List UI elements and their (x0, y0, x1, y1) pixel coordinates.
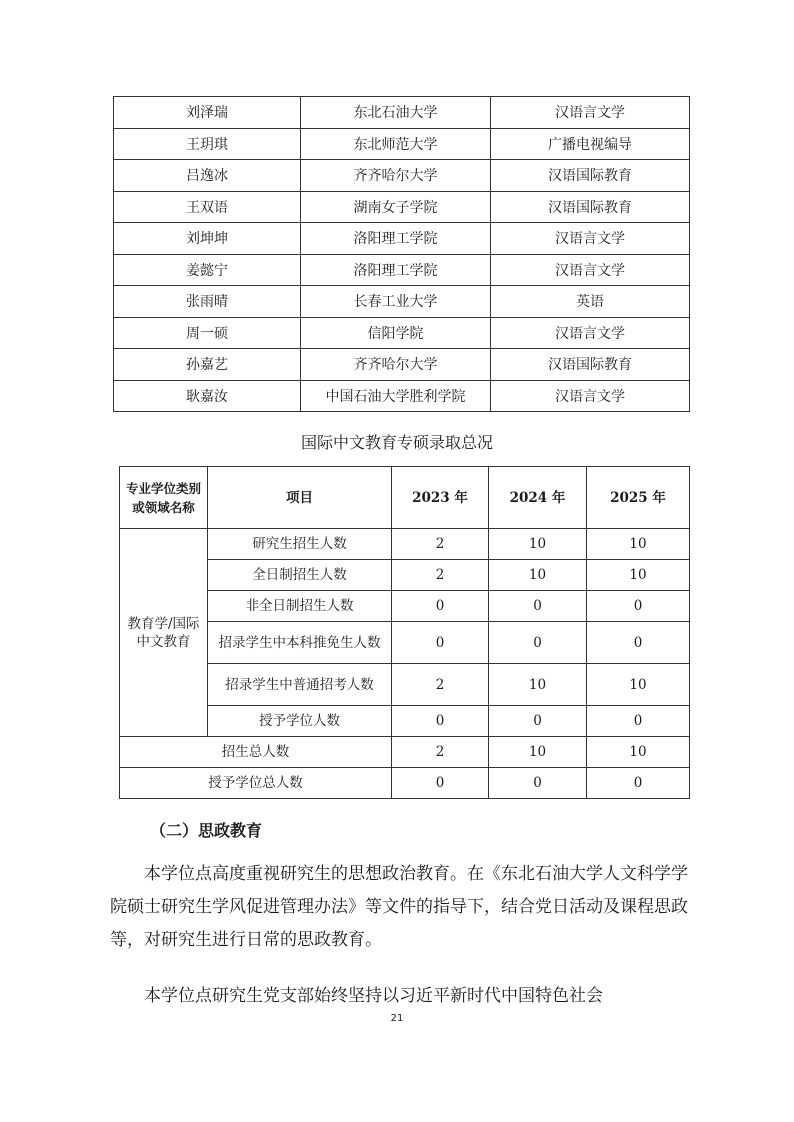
value-2025: 0 (587, 706, 690, 737)
body-paragraph: 本学位点高度重视研究生的思想政治教育。在《东北石油大学人文科学学院硕士研究生学风促进管理办法》等文件的指导下，结合党日活动及课程思政等，对研究生进行日常的思政教育。 (110, 864, 688, 950)
header-category: 专业学位类别或领域名称 (120, 467, 208, 529)
admission-table (119, 466, 690, 799)
table-row (120, 529, 690, 560)
value-2023: 2 (392, 529, 489, 560)
value-2025: 0 (587, 591, 690, 622)
item-cell: 授予学位人数 (208, 706, 392, 737)
value-2023: 0 (392, 622, 489, 664)
student-school: 洛阳理工学院 (301, 254, 491, 286)
value-2024: 10 (489, 529, 587, 560)
student-major: 广播电视编导 (491, 128, 690, 160)
student-school: 湖南女子学院 (301, 191, 491, 223)
student-name: 刘泽瑞 (114, 97, 301, 129)
student-school: 长春工业大学 (301, 286, 491, 318)
table-row (114, 349, 690, 381)
header-2025: 2025 年 (587, 467, 690, 529)
student-major: 汉语言文学 (491, 380, 690, 412)
table-row (114, 97, 690, 129)
student-major: 汉语国际教育 (491, 191, 690, 223)
total-item-cell: 授予学位总人数 (120, 768, 392, 799)
student-major: 汉语言文学 (491, 223, 690, 255)
value-2025: 10 (587, 560, 690, 591)
value-2024: 10 (489, 737, 587, 768)
value-2025: 0 (587, 622, 690, 664)
student-name: 王玥琪 (114, 128, 301, 160)
student-major: 汉语言文学 (491, 97, 690, 129)
student-name: 姜懿宁 (114, 254, 301, 286)
student-school: 中国石油大学胜利学院 (301, 380, 491, 412)
student-school: 东北石油大学 (301, 97, 491, 129)
item-cell: 非全日制招生人数 (208, 591, 392, 622)
page-number: 21 (390, 1013, 404, 1024)
table-row (114, 380, 690, 412)
item-cell: 全日制招生人数 (208, 560, 392, 591)
header-2024: 2024 年 (489, 467, 587, 529)
value-2023: 2 (392, 664, 489, 706)
table-row (114, 254, 690, 286)
student-major: 汉语言文学 (491, 254, 690, 286)
student-school: 信阳学院 (301, 317, 491, 349)
value-2024: 10 (489, 664, 587, 706)
table-row (114, 128, 690, 160)
value-2025: 10 (587, 664, 690, 706)
table-row (114, 317, 690, 349)
student-name: 周一硕 (114, 317, 301, 349)
total-item-cell: 招生总人数 (120, 737, 392, 768)
student-major: 英语 (491, 286, 690, 318)
student-school: 洛阳理工学院 (301, 223, 491, 255)
value-2024: 10 (489, 560, 587, 591)
value-2023: 2 (392, 560, 489, 591)
student-name: 张雨晴 (114, 286, 301, 318)
body-paragraph: 本学位点研究生党支部始终坚持以习近平新时代中国特色社会 (144, 986, 603, 1006)
student-major: 汉语国际教育 (491, 160, 690, 192)
student-school: 齐齐哈尔大学 (301, 349, 491, 381)
student-major: 汉语言文学 (491, 317, 690, 349)
student-school: 东北师范大学 (301, 128, 491, 160)
student-name: 吕逸冰 (114, 160, 301, 192)
table-row (120, 768, 690, 799)
student-major: 汉语国际教育 (491, 349, 690, 381)
category-cell: 教育学/国际中文教育 (120, 529, 208, 737)
student-name: 刘坤坤 (114, 223, 301, 255)
value-2023: 0 (392, 591, 489, 622)
student-name: 王双语 (114, 191, 301, 223)
value-2024: 0 (489, 706, 587, 737)
value-2025: 0 (587, 768, 690, 799)
section-heading: （二）思政教育 (150, 821, 263, 840)
header-2023: 2023 年 (392, 467, 489, 529)
item-cell: 招录学生中普通招考人数 (208, 664, 392, 706)
header-item: 项目 (208, 467, 392, 529)
student-name: 耿嘉汝 (114, 380, 301, 412)
value-2024: 0 (489, 768, 587, 799)
value-2024: 0 (489, 591, 587, 622)
student-name: 孙嘉艺 (114, 349, 301, 381)
admission-table-title: 国际中文教育专硕录取总况 (300, 433, 493, 452)
student-school: 齐齐哈尔大学 (301, 160, 491, 192)
value-2025: 10 (587, 737, 690, 768)
value-2023: 0 (392, 706, 489, 737)
table-row (114, 286, 690, 318)
table-row (114, 160, 690, 192)
value-2025: 10 (587, 529, 690, 560)
value-2023: 0 (392, 768, 489, 799)
table-row (120, 737, 690, 768)
table-row (114, 223, 690, 255)
student-table (113, 96, 690, 412)
value-2024: 0 (489, 622, 587, 664)
value-2023: 2 (392, 737, 489, 768)
item-cell: 研究生招生人数 (208, 529, 392, 560)
table-header-row (120, 467, 690, 529)
item-cell: 招录学生中本科推免生人数 (208, 622, 392, 664)
table-row (114, 191, 690, 223)
